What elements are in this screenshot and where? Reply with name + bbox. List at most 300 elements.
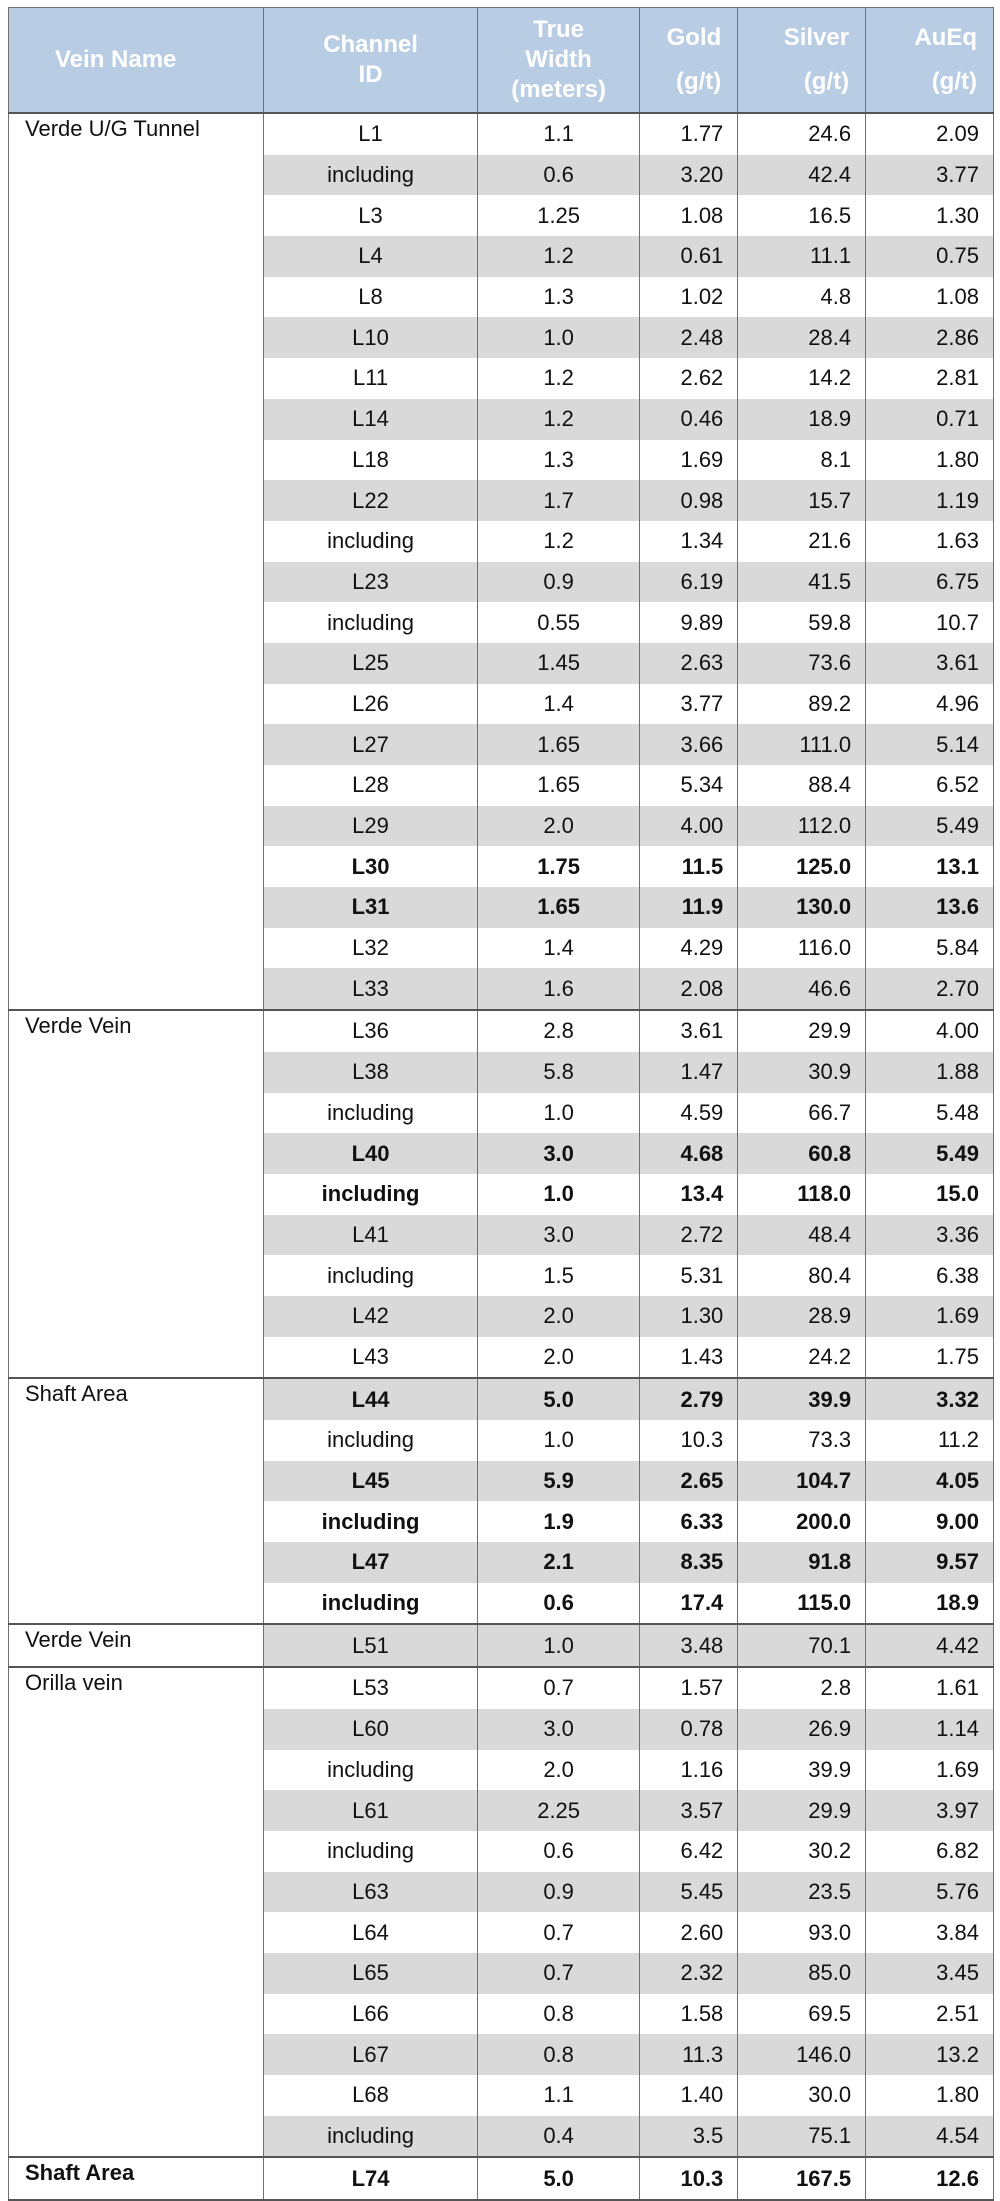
cell-channel-id: L64 bbox=[263, 1912, 478, 1953]
header-aueq-unit: (g/t) bbox=[931, 68, 977, 95]
table-row bbox=[9, 236, 994, 277]
cell-gold: 2.72 bbox=[639, 1215, 738, 1256]
cell-silver: 21.6 bbox=[738, 521, 866, 562]
cell-vein-name bbox=[9, 317, 264, 358]
cell-true-width: 0.6 bbox=[478, 155, 639, 196]
cell-vein-name bbox=[9, 1052, 264, 1093]
cell-true-width: 2.0 bbox=[478, 1296, 639, 1337]
table-row bbox=[9, 2116, 994, 2158]
cell-true-width: 2.0 bbox=[478, 1750, 639, 1791]
cell-aueq: 3.32 bbox=[866, 1378, 994, 1420]
table-row bbox=[9, 317, 994, 358]
cell-true-width: 1.2 bbox=[478, 399, 639, 440]
cell-vein-name bbox=[9, 968, 264, 1010]
cell-silver: 30.0 bbox=[738, 2075, 866, 2116]
header-vein-name bbox=[9, 8, 264, 114]
table-row bbox=[9, 1709, 994, 1750]
cell-silver: 125.0 bbox=[738, 846, 866, 887]
cell-aueq: 3.77 bbox=[866, 155, 994, 196]
header-gold-line1: Gold bbox=[666, 24, 722, 51]
cell-vein-name bbox=[9, 1093, 264, 1134]
cell-channel-id: L36 bbox=[263, 1010, 478, 1052]
cell-vein-name: Orilla vein bbox=[9, 1667, 264, 1709]
cell-vein-name bbox=[9, 562, 264, 603]
cell-channel-id: L51 bbox=[263, 1624, 478, 1667]
cell-silver: 88.4 bbox=[738, 765, 866, 806]
cell-silver: 73.6 bbox=[738, 643, 866, 684]
table-row bbox=[9, 846, 994, 887]
cell-gold: 3.5 bbox=[639, 2116, 738, 2158]
cell-channel-id: including bbox=[263, 1174, 478, 1215]
table-body bbox=[9, 113, 994, 2200]
cell-channel-id: L38 bbox=[263, 1052, 478, 1093]
table-row bbox=[9, 1296, 994, 1337]
cell-silver: 8.1 bbox=[738, 440, 866, 481]
cell-channel-id: including bbox=[263, 155, 478, 196]
cell-gold: 1.40 bbox=[639, 2075, 738, 2116]
cell-vein-name bbox=[9, 277, 264, 318]
cell-gold: 1.16 bbox=[639, 1750, 738, 1791]
table-row bbox=[9, 1624, 994, 1667]
cell-silver: 42.4 bbox=[738, 155, 866, 196]
cell-gold: 1.34 bbox=[639, 521, 738, 562]
cell-channel-id: L25 bbox=[263, 643, 478, 684]
cell-gold: 0.78 bbox=[639, 1709, 738, 1750]
header-silver bbox=[738, 8, 866, 114]
cell-gold: 11.9 bbox=[639, 887, 738, 928]
table-row bbox=[9, 195, 994, 236]
cell-vein-name bbox=[9, 1583, 264, 1625]
cell-vein-name bbox=[9, 806, 264, 847]
cell-channel-id: L47 bbox=[263, 1542, 478, 1583]
cell-vein-name bbox=[9, 195, 264, 236]
table-row bbox=[9, 1583, 994, 1625]
cell-vein-name bbox=[9, 1994, 264, 2035]
cell-vein-name bbox=[9, 684, 264, 725]
cell-true-width: 1.0 bbox=[478, 1174, 639, 1215]
table-row bbox=[9, 113, 994, 155]
cell-channel-id: L67 bbox=[263, 2034, 478, 2075]
header-channel-id-line1: Channel bbox=[323, 31, 418, 58]
cell-vein-name: Shaft Area bbox=[9, 2157, 264, 2200]
cell-aueq: 4.00 bbox=[866, 1010, 994, 1052]
cell-gold: 4.29 bbox=[639, 928, 738, 969]
cell-true-width: 1.2 bbox=[478, 358, 639, 399]
header-vein-name-label: Vein Name bbox=[55, 46, 177, 73]
cell-silver: 130.0 bbox=[738, 887, 866, 928]
table-row bbox=[9, 684, 994, 725]
cell-silver: 15.7 bbox=[738, 480, 866, 521]
table-row bbox=[9, 1255, 994, 1296]
cell-vein-name bbox=[9, 236, 264, 277]
cell-vein-name bbox=[9, 1133, 264, 1174]
cell-aueq: 5.49 bbox=[866, 1133, 994, 1174]
cell-true-width: 1.4 bbox=[478, 684, 639, 725]
cell-aueq: 0.71 bbox=[866, 399, 994, 440]
cell-channel-id: L28 bbox=[263, 765, 478, 806]
header-silver-line1: Silver bbox=[783, 24, 850, 51]
cell-true-width: 0.8 bbox=[478, 2034, 639, 2075]
cell-true-width: 2.0 bbox=[478, 1337, 639, 1379]
cell-aueq: 6.38 bbox=[866, 1255, 994, 1296]
cell-aueq: 11.2 bbox=[866, 1420, 994, 1461]
cell-vein-name bbox=[9, 1255, 264, 1296]
cell-silver: 46.6 bbox=[738, 968, 866, 1010]
cell-true-width: 0.9 bbox=[478, 562, 639, 603]
cell-true-width: 0.55 bbox=[478, 602, 639, 643]
cell-channel-id: L31 bbox=[263, 887, 478, 928]
cell-vein-name bbox=[9, 887, 264, 928]
cell-silver: 11.1 bbox=[738, 236, 866, 277]
cell-gold: 6.19 bbox=[639, 562, 738, 603]
cell-aueq: 13.1 bbox=[866, 846, 994, 887]
cell-vein-name bbox=[9, 1790, 264, 1831]
cell-aueq: 3.61 bbox=[866, 643, 994, 684]
cell-silver: 75.1 bbox=[738, 2116, 866, 2158]
cell-true-width: 1.45 bbox=[478, 643, 639, 684]
cell-channel-id: L4 bbox=[263, 236, 478, 277]
table-header bbox=[9, 8, 994, 114]
cell-silver: 29.9 bbox=[738, 1010, 866, 1052]
cell-vein-name bbox=[9, 1750, 264, 1791]
cell-channel-id: L43 bbox=[263, 1337, 478, 1379]
cell-vein-name bbox=[9, 765, 264, 806]
cell-channel-id: including bbox=[263, 1831, 478, 1872]
table-row bbox=[9, 1501, 994, 1542]
cell-vein-name bbox=[9, 2075, 264, 2116]
cell-aueq: 1.80 bbox=[866, 440, 994, 481]
cell-vein-name: Shaft Area bbox=[9, 1378, 264, 1420]
cell-channel-id: L45 bbox=[263, 1461, 478, 1502]
cell-silver: 66.7 bbox=[738, 1093, 866, 1134]
cell-aueq: 2.70 bbox=[866, 968, 994, 1010]
table-row bbox=[9, 1052, 994, 1093]
header-gold bbox=[639, 8, 738, 114]
cell-vein-name bbox=[9, 1542, 264, 1583]
cell-channel-id: L53 bbox=[263, 1667, 478, 1709]
cell-true-width: 0.7 bbox=[478, 1912, 639, 1953]
cell-aueq: 1.75 bbox=[866, 1337, 994, 1379]
cell-silver: 91.8 bbox=[738, 1542, 866, 1583]
cell-channel-id: including bbox=[263, 602, 478, 643]
cell-gold: 1.47 bbox=[639, 1052, 738, 1093]
results-table-container bbox=[8, 7, 994, 2201]
table-row bbox=[9, 277, 994, 318]
cell-silver: 30.2 bbox=[738, 1831, 866, 1872]
table-row bbox=[9, 1542, 994, 1583]
cell-gold: 1.30 bbox=[639, 1296, 738, 1337]
cell-channel-id: including bbox=[263, 521, 478, 562]
cell-aueq: 5.76 bbox=[866, 1872, 994, 1913]
cell-true-width: 3.0 bbox=[478, 1133, 639, 1174]
cell-vein-name bbox=[9, 1337, 264, 1379]
cell-silver: 80.4 bbox=[738, 1255, 866, 1296]
table-row bbox=[9, 1420, 994, 1461]
cell-aueq: 1.19 bbox=[866, 480, 994, 521]
cell-aueq: 13.6 bbox=[866, 887, 994, 928]
cell-channel-id: L42 bbox=[263, 1296, 478, 1337]
table-row bbox=[9, 1831, 994, 1872]
cell-silver: 73.3 bbox=[738, 1420, 866, 1461]
cell-silver: 115.0 bbox=[738, 1583, 866, 1625]
cell-gold: 1.77 bbox=[639, 113, 738, 155]
cell-silver: 167.5 bbox=[738, 2157, 866, 2200]
cell-vein-name bbox=[9, 724, 264, 765]
table-row bbox=[9, 1461, 994, 1502]
cell-channel-id: including bbox=[263, 1255, 478, 1296]
cell-aueq: 4.05 bbox=[866, 1461, 994, 1502]
cell-vein-name bbox=[9, 399, 264, 440]
cell-aueq: 4.54 bbox=[866, 2116, 994, 2158]
table-row bbox=[9, 1872, 994, 1913]
cell-channel-id: L14 bbox=[263, 399, 478, 440]
cell-true-width: 0.6 bbox=[478, 1831, 639, 1872]
cell-channel-id: L30 bbox=[263, 846, 478, 887]
cell-true-width: 1.0 bbox=[478, 1420, 639, 1461]
header-aueq bbox=[866, 8, 994, 114]
header-silver-unit: (g/t) bbox=[803, 68, 850, 95]
cell-gold: 8.35 bbox=[639, 1542, 738, 1583]
table-row bbox=[9, 806, 994, 847]
cell-aueq: 2.86 bbox=[866, 317, 994, 358]
cell-silver: 28.9 bbox=[738, 1296, 866, 1337]
cell-channel-id: L10 bbox=[263, 317, 478, 358]
cell-true-width: 1.9 bbox=[478, 1501, 639, 1542]
table-row bbox=[9, 399, 994, 440]
header-channel-id bbox=[263, 8, 478, 114]
cell-gold: 5.31 bbox=[639, 1255, 738, 1296]
cell-gold: 0.61 bbox=[639, 236, 738, 277]
cell-gold: 2.08 bbox=[639, 968, 738, 1010]
cell-channel-id: L29 bbox=[263, 806, 478, 847]
cell-silver: 59.8 bbox=[738, 602, 866, 643]
cell-aueq: 13.2 bbox=[866, 2034, 994, 2075]
cell-true-width: 1.3 bbox=[478, 440, 639, 481]
cell-silver: 118.0 bbox=[738, 1174, 866, 1215]
cell-vein-name bbox=[9, 1831, 264, 1872]
cell-aueq: 3.97 bbox=[866, 1790, 994, 1831]
cell-channel-id: L61 bbox=[263, 1790, 478, 1831]
cell-silver: 48.4 bbox=[738, 1215, 866, 1256]
cell-gold: 1.69 bbox=[639, 440, 738, 481]
cell-aueq: 15.0 bbox=[866, 1174, 994, 1215]
table-row bbox=[9, 1667, 994, 1709]
cell-gold: 3.77 bbox=[639, 684, 738, 725]
cell-true-width: 0.7 bbox=[478, 1953, 639, 1994]
cell-gold: 3.48 bbox=[639, 1624, 738, 1667]
cell-aueq: 1.14 bbox=[866, 1709, 994, 1750]
cell-vein-name bbox=[9, 846, 264, 887]
cell-silver: 24.6 bbox=[738, 113, 866, 155]
cell-vein-name bbox=[9, 1215, 264, 1256]
cell-channel-id: L11 bbox=[263, 358, 478, 399]
cell-vein-name bbox=[9, 928, 264, 969]
cell-silver: 18.9 bbox=[738, 399, 866, 440]
cell-true-width: 1.3 bbox=[478, 277, 639, 318]
cell-aueq: 6.75 bbox=[866, 562, 994, 603]
table-row bbox=[9, 2034, 994, 2075]
cell-true-width: 1.1 bbox=[478, 2075, 639, 2116]
table-row bbox=[9, 440, 994, 481]
cell-silver: 29.9 bbox=[738, 1790, 866, 1831]
cell-aueq: 9.00 bbox=[866, 1501, 994, 1542]
cell-aueq: 1.08 bbox=[866, 277, 994, 318]
cell-channel-id: L66 bbox=[263, 1994, 478, 2035]
table-row bbox=[9, 1378, 994, 1420]
cell-aueq: 1.80 bbox=[866, 2075, 994, 2116]
cell-true-width: 3.0 bbox=[478, 1709, 639, 1750]
cell-channel-id: L63 bbox=[263, 1872, 478, 1913]
cell-gold: 3.20 bbox=[639, 155, 738, 196]
cell-aueq: 5.14 bbox=[866, 724, 994, 765]
table-row bbox=[9, 2157, 994, 2200]
cell-gold: 9.89 bbox=[639, 602, 738, 643]
cell-vein-name bbox=[9, 480, 264, 521]
table-row bbox=[9, 1093, 994, 1134]
cell-silver: 2.8 bbox=[738, 1667, 866, 1709]
cell-aueq: 6.82 bbox=[866, 1831, 994, 1872]
cell-channel-id: L44 bbox=[263, 1378, 478, 1420]
cell-aueq: 3.36 bbox=[866, 1215, 994, 1256]
cell-channel-id: L74 bbox=[263, 2157, 478, 2200]
cell-vein-name bbox=[9, 1872, 264, 1913]
table-row bbox=[9, 358, 994, 399]
cell-silver: 112.0 bbox=[738, 806, 866, 847]
cell-silver: 200.0 bbox=[738, 1501, 866, 1542]
cell-true-width: 5.8 bbox=[478, 1052, 639, 1093]
cell-vein-name bbox=[9, 1501, 264, 1542]
table-row bbox=[9, 765, 994, 806]
cell-gold: 10.3 bbox=[639, 2157, 738, 2200]
cell-true-width: 1.0 bbox=[478, 1093, 639, 1134]
cell-silver: 116.0 bbox=[738, 928, 866, 969]
assay-results-table bbox=[8, 7, 994, 2201]
table-row bbox=[9, 480, 994, 521]
cell-gold: 2.48 bbox=[639, 317, 738, 358]
cell-gold: 2.63 bbox=[639, 643, 738, 684]
cell-vein-name bbox=[9, 440, 264, 481]
table-row bbox=[9, 1133, 994, 1174]
header-true-width bbox=[478, 8, 639, 114]
header-gold-unit: (g/t) bbox=[675, 68, 722, 95]
cell-aueq: 2.81 bbox=[866, 358, 994, 399]
cell-channel-id: L18 bbox=[263, 440, 478, 481]
cell-aueq: 1.69 bbox=[866, 1750, 994, 1791]
cell-true-width: 1.7 bbox=[478, 480, 639, 521]
header-true-width-line2: Width bbox=[525, 46, 592, 73]
cell-true-width: 2.1 bbox=[478, 1542, 639, 1583]
cell-true-width: 0.7 bbox=[478, 1667, 639, 1709]
table-row bbox=[9, 1337, 994, 1379]
table-row bbox=[9, 1750, 994, 1791]
cell-aueq: 1.88 bbox=[866, 1052, 994, 1093]
cell-gold: 2.79 bbox=[639, 1378, 738, 1420]
cell-vein-name bbox=[9, 2034, 264, 2075]
cell-channel-id: L1 bbox=[263, 113, 478, 155]
cell-silver: 26.9 bbox=[738, 1709, 866, 1750]
cell-true-width: 1.2 bbox=[478, 521, 639, 562]
cell-true-width: 3.0 bbox=[478, 1215, 639, 1256]
cell-silver: 30.9 bbox=[738, 1052, 866, 1093]
cell-aueq: 1.61 bbox=[866, 1667, 994, 1709]
cell-true-width: 5.9 bbox=[478, 1461, 639, 1502]
cell-gold: 17.4 bbox=[639, 1583, 738, 1625]
cell-true-width: 1.6 bbox=[478, 968, 639, 1010]
cell-vein-name: Verde U/G Tunnel bbox=[9, 113, 264, 155]
cell-silver: 16.5 bbox=[738, 195, 866, 236]
table-row bbox=[9, 602, 994, 643]
table-row bbox=[9, 1215, 994, 1256]
header-channel-id-line2: ID bbox=[358, 61, 383, 88]
cell-silver: 39.9 bbox=[738, 1750, 866, 1791]
cell-vein-name bbox=[9, 602, 264, 643]
cell-true-width: 1.65 bbox=[478, 724, 639, 765]
table-row bbox=[9, 1010, 994, 1052]
cell-channel-id: including bbox=[263, 1583, 478, 1625]
header-true-width-line1: True bbox=[533, 16, 584, 43]
cell-gold: 4.68 bbox=[639, 1133, 738, 1174]
cell-true-width: 1.0 bbox=[478, 317, 639, 358]
cell-gold: 2.65 bbox=[639, 1461, 738, 1502]
cell-aueq: 1.30 bbox=[866, 195, 994, 236]
table-row bbox=[9, 928, 994, 969]
cell-vein-name bbox=[9, 358, 264, 399]
cell-gold: 1.43 bbox=[639, 1337, 738, 1379]
cell-channel-id: L60 bbox=[263, 1709, 478, 1750]
cell-vein-name bbox=[9, 1953, 264, 1994]
cell-silver: 93.0 bbox=[738, 1912, 866, 1953]
cell-channel-id: L65 bbox=[263, 1953, 478, 1994]
cell-aueq: 18.9 bbox=[866, 1583, 994, 1625]
cell-true-width: 0.9 bbox=[478, 1872, 639, 1913]
cell-gold: 1.57 bbox=[639, 1667, 738, 1709]
cell-true-width: 1.75 bbox=[478, 846, 639, 887]
cell-channel-id: including bbox=[263, 1501, 478, 1542]
cell-aueq: 0.75 bbox=[866, 236, 994, 277]
table-row bbox=[9, 887, 994, 928]
table-row bbox=[9, 1174, 994, 1215]
cell-aueq: 5.49 bbox=[866, 806, 994, 847]
cell-silver: 60.8 bbox=[738, 1133, 866, 1174]
cell-gold: 3.66 bbox=[639, 724, 738, 765]
cell-channel-id: L3 bbox=[263, 195, 478, 236]
cell-gold: 10.3 bbox=[639, 1420, 738, 1461]
cell-true-width: 2.25 bbox=[478, 1790, 639, 1831]
table-row bbox=[9, 968, 994, 1010]
table-row bbox=[9, 1912, 994, 1953]
cell-aueq: 4.42 bbox=[866, 1624, 994, 1667]
cell-gold: 5.45 bbox=[639, 1872, 738, 1913]
cell-channel-id: including bbox=[263, 1093, 478, 1134]
cell-vein-name: Verde Vein bbox=[9, 1010, 264, 1052]
cell-silver: 111.0 bbox=[738, 724, 866, 765]
cell-vein-name bbox=[9, 1420, 264, 1461]
cell-silver: 23.5 bbox=[738, 1872, 866, 1913]
cell-channel-id: L33 bbox=[263, 968, 478, 1010]
cell-channel-id: L41 bbox=[263, 1215, 478, 1256]
cell-aueq: 6.52 bbox=[866, 765, 994, 806]
cell-true-width: 0.6 bbox=[478, 1583, 639, 1625]
cell-gold: 4.59 bbox=[639, 1093, 738, 1134]
cell-silver: 146.0 bbox=[738, 2034, 866, 2075]
cell-aueq: 3.45 bbox=[866, 1953, 994, 1994]
cell-gold: 6.33 bbox=[639, 1501, 738, 1542]
cell-channel-id: L27 bbox=[263, 724, 478, 765]
cell-vein-name: Verde Vein bbox=[9, 1624, 264, 1667]
table-row bbox=[9, 1953, 994, 1994]
cell-vein-name bbox=[9, 1461, 264, 1502]
cell-gold: 6.42 bbox=[639, 1831, 738, 1872]
